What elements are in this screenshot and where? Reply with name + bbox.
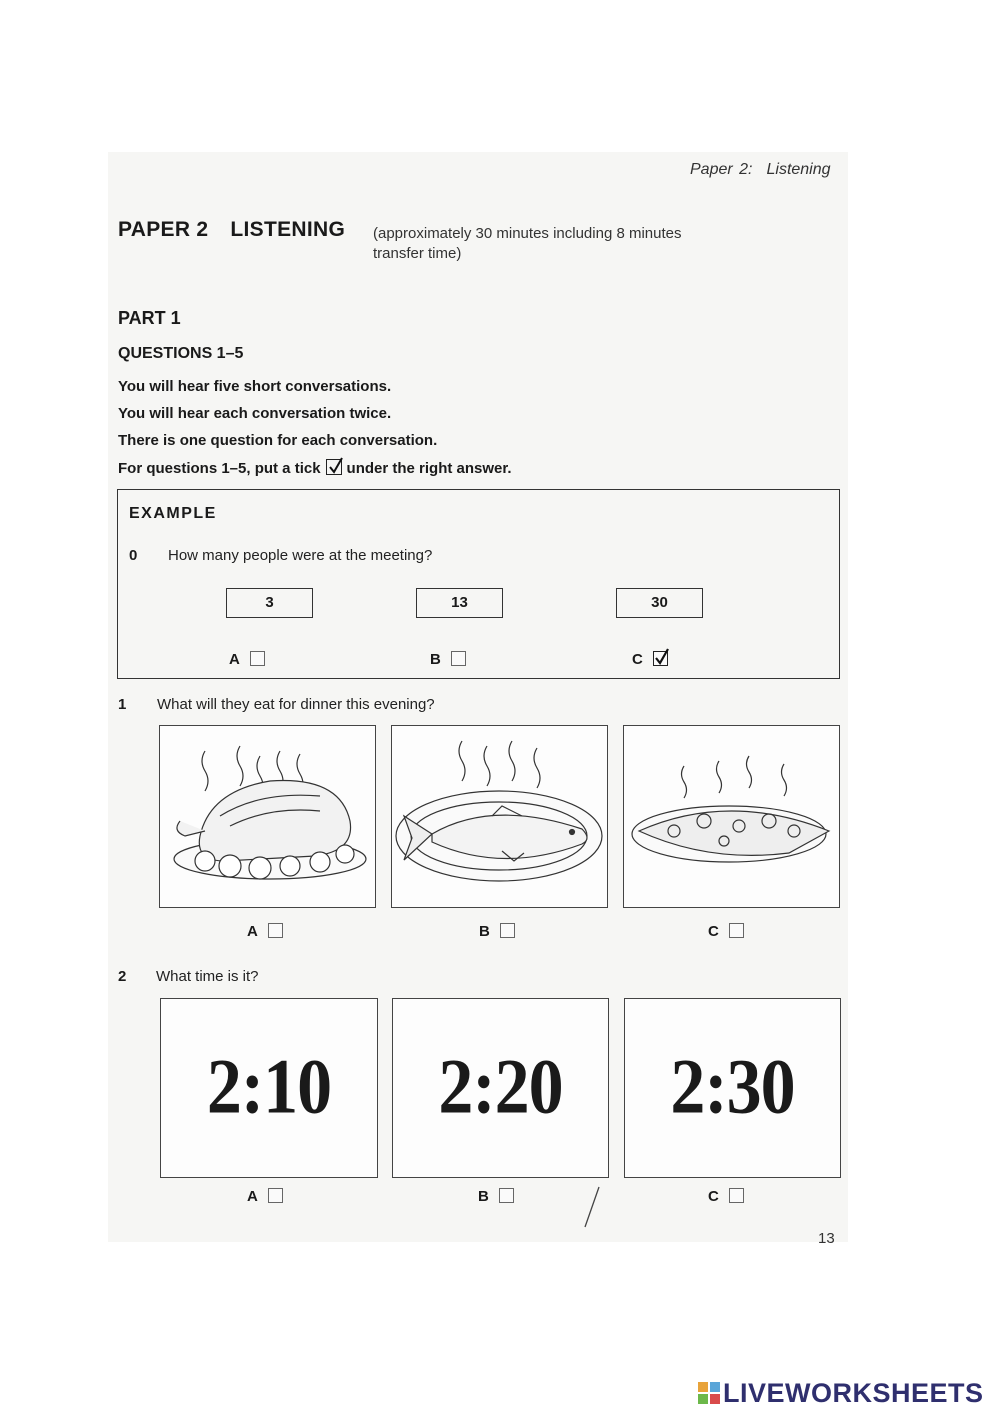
option-letter: B — [479, 923, 490, 940]
example-option-c[interactable] — [632, 651, 668, 668]
instruction-1: You will hear five short conversations. — [118, 378, 392, 395]
q1-number: 1 — [118, 696, 127, 713]
q1-picture-a-roast-chicken[interactable] — [159, 725, 376, 908]
time-value: 2:20 — [438, 1044, 563, 1131]
q2-time-a[interactable] — [160, 998, 378, 1178]
fish-icon — [392, 726, 606, 906]
q1-option-c[interactable] — [708, 923, 744, 940]
option-letter: B — [430, 651, 441, 668]
q2-option-b[interactable] — [478, 1188, 514, 1205]
example-box — [117, 489, 840, 679]
tick-instruction-after: under the right answer. — [346, 460, 512, 477]
q1-picture-b-fish[interactable] — [391, 725, 608, 908]
instruction-4 — [118, 459, 512, 477]
q1-option-b[interactable] — [479, 923, 515, 940]
liveworksheets-icon — [697, 1381, 721, 1405]
example-question: How many people were at the meeting? — [168, 547, 433, 564]
running-header — [690, 161, 831, 179]
part-heading: PART 1 — [118, 308, 181, 328]
instruction-2: You will hear each conversation twice. — [118, 405, 392, 422]
option-letter: C — [708, 923, 719, 940]
pen-stroke-mark — [582, 1185, 602, 1230]
time-value: 2:30 — [670, 1044, 795, 1131]
example-option-b[interactable] — [430, 651, 466, 668]
paper-title — [118, 218, 345, 242]
q1-question: What will they eat for dinner this evening? — [157, 696, 435, 713]
option-letter: A — [229, 651, 240, 668]
instruction-3: There is one question for each conversation. — [118, 432, 438, 449]
checkbox[interactable] — [250, 651, 265, 666]
paper-name: LISTENING — [230, 218, 346, 241]
roast-chicken-icon — [160, 726, 374, 906]
brand-name: LIVEWORKSHEETS — [723, 1378, 984, 1408]
time-value: 2:10 — [206, 1044, 332, 1131]
example-option-c-value: 30 — [616, 588, 703, 618]
timing-note — [373, 224, 753, 264]
q2-time-c[interactable] — [624, 998, 841, 1178]
checkbox[interactable] — [268, 923, 283, 938]
checkbox[interactable] — [729, 1188, 744, 1203]
questions-heading: QUESTIONS 1–5 — [118, 345, 244, 362]
q2-number: 2 — [118, 968, 127, 985]
checkbox[interactable] — [729, 923, 744, 938]
checkbox[interactable] — [268, 1188, 283, 1203]
option-letter: B — [478, 1188, 489, 1205]
pizza-icon — [624, 726, 838, 906]
tick-symbol-icon — [326, 459, 342, 475]
header-paper: Paper 2: — [690, 161, 753, 178]
example-option-a[interactable] — [229, 651, 265, 668]
q2-time-b[interactable] — [392, 998, 609, 1178]
liveworksheets-logo[interactable] — [697, 1378, 984, 1409]
option-letter: C — [708, 1188, 719, 1205]
checkbox[interactable] — [451, 651, 466, 666]
paper-number: PAPER 2 — [118, 218, 209, 241]
timing-line-1: (approximately 30 minutes including 8 minutes — [373, 225, 682, 242]
q2-question: What time is it? — [156, 968, 259, 985]
checkbox-checked[interactable] — [653, 651, 668, 666]
timing-line-2: transfer time) — [373, 245, 462, 262]
example-option-a-value: 3 — [226, 588, 313, 618]
example-number: 0 — [129, 547, 138, 564]
q1-option-a[interactable] — [247, 923, 283, 940]
checkbox[interactable] — [500, 923, 515, 938]
option-letter: A — [247, 923, 258, 940]
example-label: EXAMPLE — [129, 505, 217, 522]
header-section: Listening — [766, 161, 831, 178]
q1-picture-c-pizza[interactable] — [623, 725, 840, 908]
example-option-b-value: 13 — [416, 588, 503, 618]
q2-option-a[interactable] — [247, 1188, 283, 1205]
tick-instruction-before: For questions 1–5, put a tick — [118, 460, 321, 477]
checkbox[interactable] — [499, 1188, 514, 1203]
option-letter: C — [632, 651, 643, 668]
page-number: 13 — [818, 1230, 835, 1247]
q2-option-c[interactable] — [708, 1188, 744, 1205]
option-letter: A — [247, 1188, 258, 1205]
